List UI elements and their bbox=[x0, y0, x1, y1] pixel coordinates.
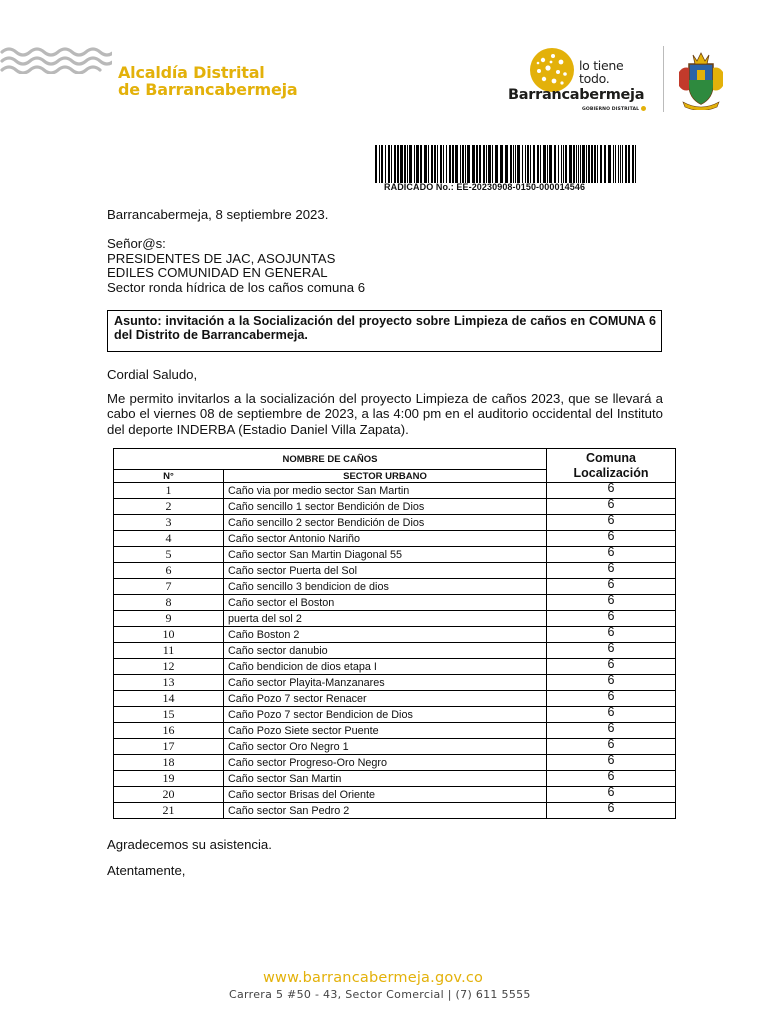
barcode-bar bbox=[416, 145, 419, 183]
table-cell-number: 13 bbox=[114, 675, 224, 691]
barcode-bar bbox=[604, 145, 606, 183]
table-cell-number: 15 bbox=[114, 707, 224, 723]
barcode-bar bbox=[388, 145, 390, 183]
tagline-line2: todo. bbox=[579, 71, 610, 86]
gobierno-text: GOBIERNO DISTRITAL bbox=[582, 107, 640, 112]
barcode-bar bbox=[547, 145, 548, 183]
barcode-bar bbox=[527, 145, 529, 183]
barcode-bar bbox=[561, 145, 562, 183]
city-name: Barrancabermeja bbox=[508, 87, 645, 103]
barcode-bar bbox=[549, 145, 552, 183]
table-cell-comuna: 6 bbox=[547, 691, 676, 707]
table-cell-number: 16 bbox=[114, 723, 224, 739]
table-cell-number: 1 bbox=[114, 483, 224, 499]
table-cell-number: 7 bbox=[114, 579, 224, 595]
barcode-bar bbox=[460, 145, 461, 183]
table-cell-number: 12 bbox=[114, 659, 224, 675]
table-row bbox=[114, 611, 676, 627]
table-cell-sector: Caño via por medio sector San Martin bbox=[224, 483, 547, 499]
barcode-bar bbox=[375, 145, 377, 183]
table-cell-number: 3 bbox=[114, 515, 224, 531]
barcode-bar bbox=[381, 145, 383, 183]
table-cell-sector: Caño sector Puerta del Sol bbox=[224, 563, 547, 579]
barcode-bar bbox=[513, 145, 514, 183]
coat-of-arms-icon bbox=[675, 50, 727, 110]
table-cell-sector: Caño Pozo 7 sector Bendicion de Dios bbox=[224, 707, 547, 723]
table-cell-sector: Caño bendicion de dios etapa I bbox=[224, 659, 547, 675]
table-cell-comuna: 6 bbox=[547, 707, 676, 723]
barcode-bar bbox=[635, 145, 636, 183]
table-row bbox=[114, 531, 676, 547]
table-cell-comuna: 6 bbox=[547, 675, 676, 691]
header-nombre-canos: NOMBRE DE CAÑOS bbox=[114, 449, 547, 470]
table-row bbox=[114, 771, 676, 787]
table-cell-comuna: 6 bbox=[547, 723, 676, 739]
table-cell-number: 19 bbox=[114, 771, 224, 787]
barcode-bar bbox=[515, 145, 516, 183]
table-cell-sector: Caño sencillo 3 bendicion de dios bbox=[224, 579, 547, 595]
table-cell-number: 20 bbox=[114, 787, 224, 803]
recipient-line2: EDILES COMUNIDAD EN GENERAL bbox=[107, 265, 328, 280]
table-cell-comuna: 6 bbox=[547, 563, 676, 579]
barcode-bar bbox=[449, 145, 451, 183]
table-cell-sector: Caño Pozo Siete sector Puente bbox=[224, 723, 547, 739]
thanks-line: Agradecemos su asistencia. bbox=[107, 837, 272, 852]
barcode-bar bbox=[472, 145, 475, 183]
table-cell-sector: Caño sector el Boston bbox=[224, 595, 547, 611]
barcode-bar bbox=[510, 145, 512, 183]
barcode-bar bbox=[620, 145, 621, 183]
barcode-bar bbox=[580, 145, 581, 183]
table-cell-sector: Caño Boston 2 bbox=[224, 627, 547, 643]
table-row bbox=[114, 659, 676, 675]
barcode-bar bbox=[586, 145, 587, 183]
table-cell-comuna: 6 bbox=[547, 483, 676, 499]
barcode-bar bbox=[492, 145, 493, 183]
table-cell-sector: Caño Pozo 7 sector Renacer bbox=[224, 691, 547, 707]
barcode-bar bbox=[446, 145, 447, 183]
waves-logo-icon bbox=[0, 44, 112, 74]
tagline bbox=[579, 59, 623, 85]
barcode-bar bbox=[615, 145, 616, 183]
barcode-bar bbox=[455, 145, 458, 183]
barcode-bar bbox=[379, 145, 380, 183]
table-cell-sector: Caño sector danubio bbox=[224, 643, 547, 659]
barcode-bar bbox=[462, 145, 464, 183]
table-row bbox=[114, 547, 676, 563]
barcode-bar bbox=[622, 145, 623, 183]
alcaldia-line2: de Barrancabermeja bbox=[118, 80, 298, 99]
barcode-bar bbox=[625, 145, 627, 183]
barcode-bar bbox=[400, 145, 403, 183]
footer-address: Carrera 5 #50 - 43, Sector Comercial | (7) 611 5555 bbox=[229, 988, 531, 1001]
barcode-bar bbox=[420, 145, 422, 183]
barcode-bar bbox=[578, 145, 579, 183]
barcode-bar bbox=[591, 145, 593, 183]
table-cell-sector: Caño sector Oro Negro 1 bbox=[224, 739, 547, 755]
barcode-bar bbox=[600, 145, 602, 183]
table-cell-sector: puerta del sol 2 bbox=[224, 611, 547, 627]
barcode-bar bbox=[414, 145, 415, 183]
table-cell-number: 18 bbox=[114, 755, 224, 771]
table-cell-number: 14 bbox=[114, 691, 224, 707]
header-sector: SECTOR URBANO bbox=[224, 470, 547, 483]
table-cell-number: 8 bbox=[114, 595, 224, 611]
barcode-bar bbox=[385, 145, 386, 183]
barcode-bar bbox=[476, 145, 478, 183]
barcode-bar bbox=[437, 145, 438, 183]
barcode-bar bbox=[565, 145, 567, 183]
header-comuna-line2: Localización bbox=[573, 466, 649, 480]
barcode-bar bbox=[424, 145, 427, 183]
barcode-bar bbox=[594, 145, 596, 183]
alcaldia-logo-text bbox=[118, 64, 298, 98]
table-cell-sector: Caño sencillo 1 sector Bendición de Dios bbox=[224, 499, 547, 515]
table-row bbox=[114, 595, 676, 611]
barcode-bar bbox=[440, 145, 442, 183]
recipient-line1: PRESIDENTES DE JAC, ASOJUNTAS bbox=[107, 250, 336, 266]
barcode-bar bbox=[495, 145, 498, 183]
barcode-bar bbox=[431, 145, 433, 183]
barcode-bar bbox=[488, 145, 491, 183]
table-cell-comuna: 6 bbox=[547, 755, 676, 771]
barcode-bar bbox=[500, 145, 503, 183]
table-cell-sector: Caño sector Progreso-Oro Negro bbox=[224, 755, 547, 771]
barcode-bar bbox=[558, 145, 559, 183]
table-cell-comuna: 6 bbox=[547, 627, 676, 643]
table-row bbox=[114, 675, 676, 691]
table-row bbox=[114, 707, 676, 723]
recipient-salutation: Señor@s: bbox=[107, 236, 166, 251]
table-cell-number: 2 bbox=[114, 499, 224, 515]
table-cell-sector: Caño sector Brisas del Oriente bbox=[224, 787, 547, 803]
barcode-bar bbox=[428, 145, 429, 183]
footer-website-link[interactable]: www.barrancabermeja.gov.co bbox=[263, 970, 484, 986]
gobierno-dot-icon bbox=[641, 106, 646, 111]
header-divider bbox=[663, 46, 664, 112]
table-row bbox=[114, 483, 676, 499]
greeting: Cordial Saludo, bbox=[107, 367, 198, 382]
barcode-bar bbox=[613, 145, 614, 183]
table-cell-comuna: 6 bbox=[547, 611, 676, 627]
barcode-bar bbox=[467, 145, 470, 183]
radicado-number: RADICADO No.: EE-20230908-0150-000014546 bbox=[384, 182, 586, 192]
body-paragraph: Me permito invitarlos a la socialización del proyecto Limpieza de caños 2023, que se llevará a cabo el viernes 08 de septiembre de 2023, a las 4:00 pm en el auditorio occidental del Instituto del deporte INDERBA (Estadio Daniel Villa Zapata). bbox=[107, 391, 663, 437]
table-cell-number: 21 bbox=[114, 803, 224, 819]
table-row bbox=[114, 787, 676, 803]
barcode-bar bbox=[618, 145, 619, 183]
barcode-bar bbox=[391, 145, 392, 183]
table-row bbox=[114, 627, 676, 643]
table-row bbox=[114, 579, 676, 595]
table-cell-number: 5 bbox=[114, 547, 224, 563]
barcode-bar bbox=[394, 145, 396, 183]
barcode-bar bbox=[554, 145, 556, 183]
table-cell-comuna: 6 bbox=[547, 515, 676, 531]
barcode-bar bbox=[573, 145, 575, 183]
table-cell-sector: Caño sector San Martin bbox=[224, 771, 547, 787]
table-cell-number: 9 bbox=[114, 611, 224, 627]
table-cell-comuna: 6 bbox=[547, 595, 676, 611]
table-cell-sector: Caño sector Antonio Nariño bbox=[224, 531, 547, 547]
barcode-bar bbox=[540, 145, 541, 183]
table-header-row bbox=[114, 449, 676, 470]
barcode-bar bbox=[407, 145, 408, 183]
header-comuna-line1: Comuna bbox=[586, 451, 636, 465]
barcode-bar bbox=[597, 145, 598, 183]
barcode-bar bbox=[608, 145, 611, 183]
barcode-bar bbox=[543, 145, 546, 183]
table-row bbox=[114, 755, 676, 771]
table-row bbox=[114, 515, 676, 531]
barcode-bar bbox=[434, 145, 436, 183]
barcode-bar bbox=[563, 145, 564, 183]
barcode-bar bbox=[465, 145, 466, 183]
table-cell-comuna: 6 bbox=[547, 787, 676, 803]
barcode-bar bbox=[628, 145, 630, 183]
table-cell-comuna: 6 bbox=[547, 531, 676, 547]
barcode-bar bbox=[569, 145, 572, 183]
table-row bbox=[114, 691, 676, 707]
closing-line: Atentamente, bbox=[107, 863, 186, 878]
table-cell-comuna: 6 bbox=[547, 499, 676, 515]
barcode-bar bbox=[522, 145, 523, 183]
table-cell-comuna: 6 bbox=[547, 579, 676, 595]
table-row bbox=[114, 803, 676, 819]
alcaldia-line1: Alcaldía Distrital bbox=[118, 63, 265, 82]
recipient-block bbox=[107, 237, 365, 295]
barcode-bar bbox=[479, 145, 481, 183]
table-cell-number: 6 bbox=[114, 563, 224, 579]
table-cell-comuna: 6 bbox=[547, 643, 676, 659]
barcode-bar bbox=[525, 145, 526, 183]
table-cell-sector: Caño sector San Pedro 2 bbox=[224, 803, 547, 819]
header-n: N° bbox=[114, 470, 224, 483]
table-cell-comuna: 6 bbox=[547, 659, 676, 675]
barcode-bar bbox=[486, 145, 487, 183]
barcode-bar bbox=[397, 145, 399, 183]
header-comuna bbox=[547, 449, 676, 483]
table-cell-number: 4 bbox=[114, 531, 224, 547]
recipient-line3: Sector ronda hídrica de los caños comuna 6 bbox=[107, 279, 366, 295]
barcode-bar bbox=[517, 145, 520, 183]
table-cell-comuna: 6 bbox=[547, 739, 676, 755]
table-cell-number: 11 bbox=[114, 643, 224, 659]
gobierno-distrital-label bbox=[582, 106, 646, 112]
tagline-line1: lo tiene bbox=[579, 58, 624, 73]
table-row bbox=[114, 723, 676, 739]
barcode-bar bbox=[483, 145, 485, 183]
table-row bbox=[114, 643, 676, 659]
table-cell-comuna: 6 bbox=[547, 803, 676, 819]
barcode-bar bbox=[533, 145, 535, 183]
table-cell-sector: Caño sector Playita-Manzanares bbox=[224, 675, 547, 691]
barcode-bar bbox=[505, 145, 508, 183]
barcode-bar bbox=[452, 145, 454, 183]
barcode-bar bbox=[576, 145, 577, 183]
barcode-bar bbox=[537, 145, 539, 183]
table-cell-number: 10 bbox=[114, 627, 224, 643]
table-cell-comuna: 6 bbox=[547, 771, 676, 787]
barcode-bar bbox=[582, 145, 585, 183]
barcode-bar bbox=[530, 145, 531, 183]
table-row bbox=[114, 739, 676, 755]
table-cell-sector: Caño sencillo 2 sector Bendición de Dios bbox=[224, 515, 547, 531]
barcode-bar bbox=[409, 145, 412, 183]
asunto-text: Asunto: invitación a la Socialización del proyecto sobre Limpieza de caños en COMUNA 6 del Distrito de Barrancabermeja. bbox=[114, 314, 656, 342]
barcode-bar bbox=[404, 145, 406, 183]
date-line: Barrancabermeja, 8 septiembre 2023. bbox=[107, 207, 329, 222]
barcode-icon bbox=[375, 145, 640, 183]
table-cell-sector: Caño sector San Martin Diagonal 55 bbox=[224, 547, 547, 563]
table-row bbox=[114, 563, 676, 579]
barcode-bar bbox=[443, 145, 444, 183]
barcode-bar bbox=[632, 145, 634, 183]
table-cell-comuna: 6 bbox=[547, 547, 676, 563]
canos-table bbox=[113, 448, 676, 819]
table-cell-number: 17 bbox=[114, 739, 224, 755]
barcode-bar bbox=[588, 145, 590, 183]
table-row bbox=[114, 499, 676, 515]
